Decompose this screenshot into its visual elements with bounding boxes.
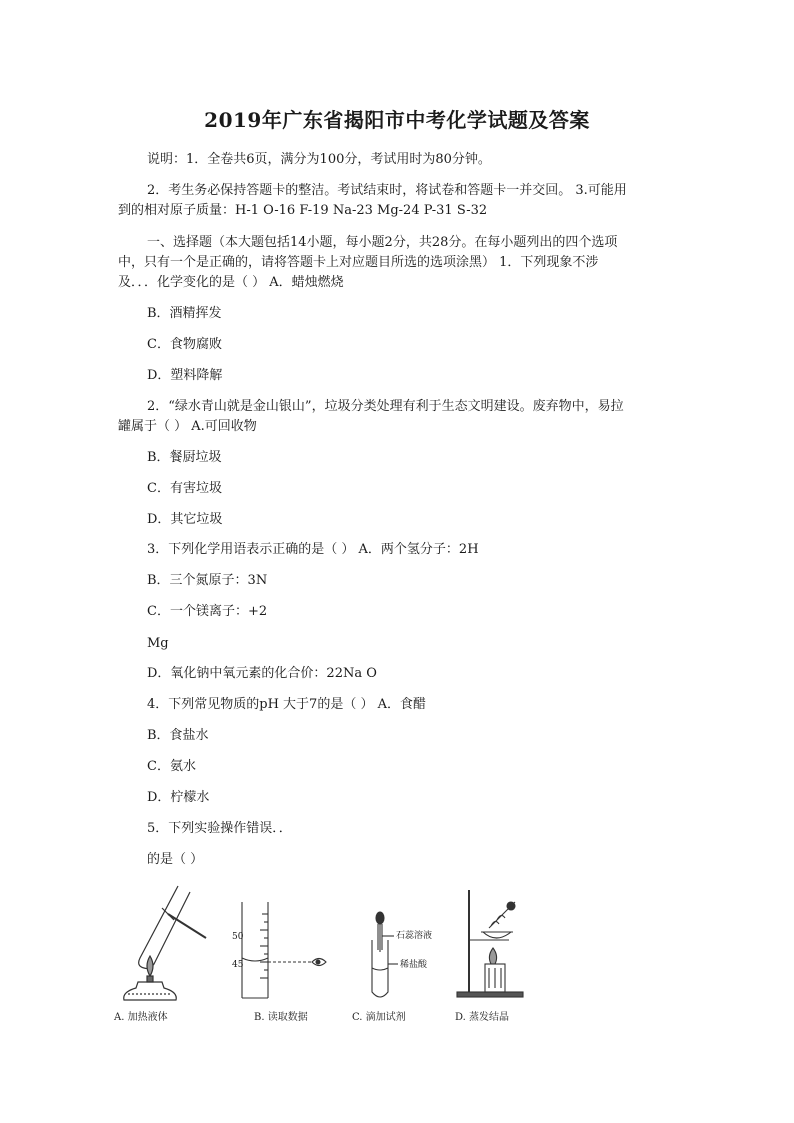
text-line: 3．下列化学用语表示正确的是（ ） A．两个氢分子：2H — [147, 542, 479, 557]
text-line: B．酒精挥发 — [147, 306, 222, 321]
figure-reading-cylinder — [232, 880, 338, 1025]
scale-label-45: 45 — [232, 960, 244, 970]
text-line: B．食盐水 — [147, 728, 209, 743]
text-line: C．氨水 — [147, 759, 196, 774]
text-line: 的是（ ） — [147, 852, 204, 867]
text-line: C．有害垃圾 — [147, 481, 222, 496]
text-line: 一、选择题（本大题包括14小题，每小题2分，共28分。在每小题列出的四个选项 — [147, 235, 618, 250]
text-line: D．塑料降解 — [147, 368, 223, 383]
figure-heating-liquid — [108, 880, 218, 1025]
caption-b: B. 读取数据 — [254, 1012, 308, 1023]
text-line: 4．下列常见物质的pH 大于7的是（ ） A．食醋 — [147, 697, 426, 712]
experiment-figures — [108, 880, 528, 1025]
caption-d: D. 蒸发结晶 — [455, 1012, 510, 1023]
text-line: C．食物腐败 — [147, 337, 222, 352]
text-line: 说明：1．全卷共6页，满分为100分，考试用时为80分钟。 — [147, 152, 491, 167]
evaporation-stand-icon — [453, 880, 533, 1005]
text-line: D．柠檬水 — [147, 790, 210, 805]
label-litmus: 石蕊溶液 — [396, 931, 433, 941]
text-line: 5．下列实验操作错误．． — [147, 821, 292, 836]
text-line: 中，只有一个是正确的，请将答题卡上对应题目所选的选项涂黑） 1．下列现象不涉 — [118, 255, 599, 270]
text-line: D．其它垃圾 — [147, 512, 223, 527]
text-line: 到的相对原子质量：H-1 O-16 F-19 Na-23 Mg-24 P-31 S-32 — [118, 203, 488, 218]
caption-a: A. 加热液体 — [114, 1012, 168, 1023]
caption-c: C. 滴加试剂 — [352, 1012, 406, 1023]
scale-label-50: 50 — [232, 932, 244, 942]
text-line: D．氧化钠中氧元素的化合价：22Na O — [147, 666, 377, 681]
alcohol-lamp-heating-icon — [108, 880, 218, 1005]
text-line: 2．考生务必保持答题卡的整洁。考试结束时，将试卷和答题卡一并交回。 3.可能用 — [147, 183, 627, 198]
text-line: B．餐厨垃圾 — [147, 450, 222, 465]
figure-dropper — [348, 880, 438, 1025]
text-line: 罐属于（ ） A.可回收物 — [118, 419, 257, 434]
text-line: C．一个镁离子：+2 — [147, 604, 268, 619]
page-title: 2019年广东省揭阳市中考化学试题及答案 — [204, 108, 590, 132]
dropper-test-tube-icon — [348, 880, 438, 1005]
figure-evaporation — [453, 880, 533, 1025]
text-line: Mg — [147, 636, 169, 651]
text-line: B．三个氮原子：3N — [147, 573, 268, 588]
text-line: 2．“绿水青山就是金山银山”，垃圾分类处理有利于生态文明建设。废弃物中，易拉 — [147, 399, 624, 414]
graduated-cylinder-icon — [238, 880, 338, 1005]
text-line: 及．．．化学变化的是（ ） A．蜡烛燃烧 — [118, 275, 344, 290]
label-hcl: 稀盐酸 — [400, 960, 428, 970]
